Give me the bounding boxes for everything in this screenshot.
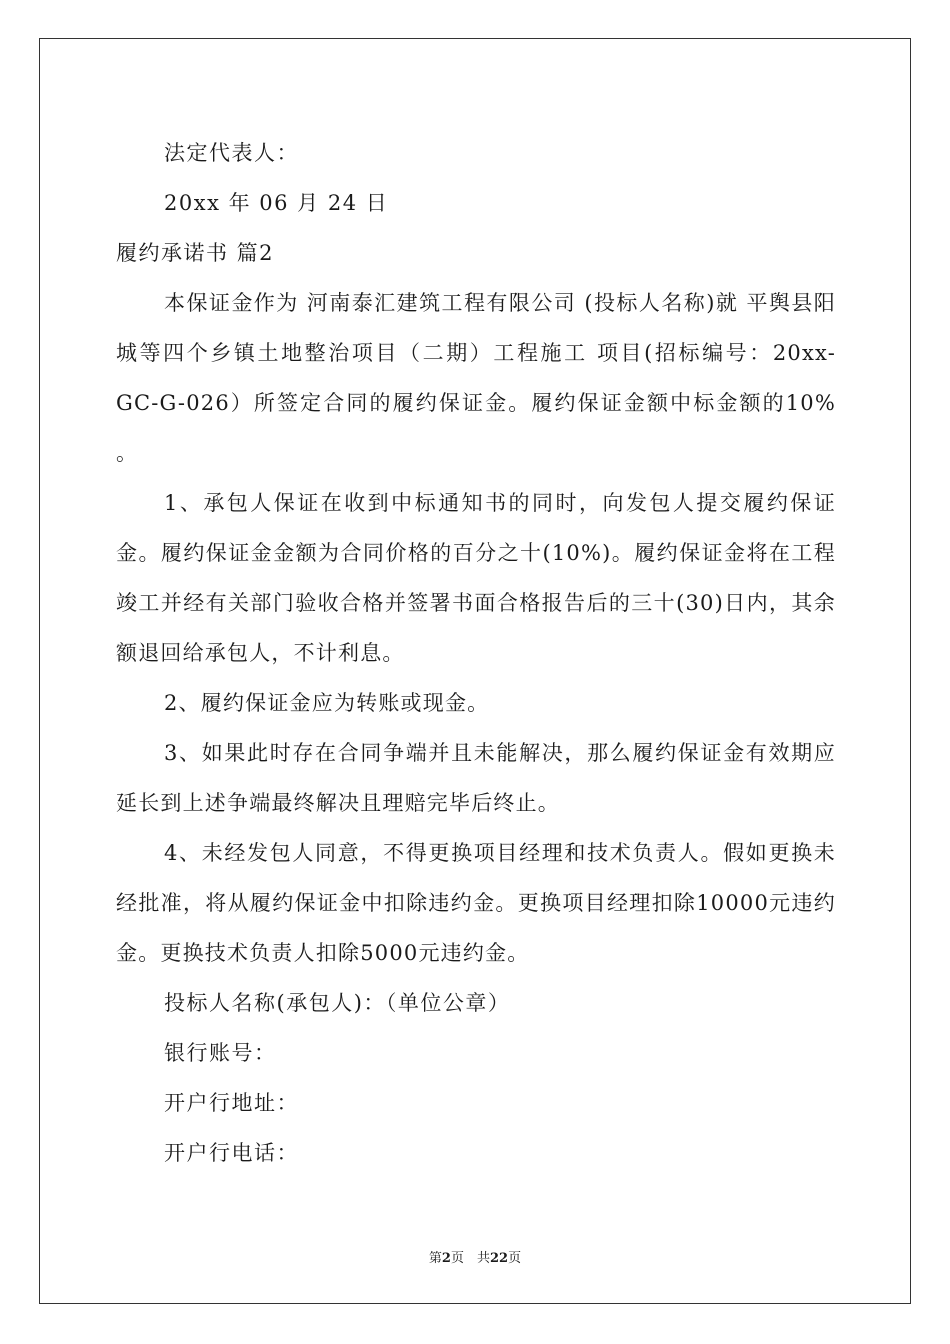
paragraph-intro: 本保证金作为 河南泰汇建筑工程有限公司 (投标人名称)就 平舆县阳城等四个乡镇土地整治项目（二期）工程施工 项目(招标编号：20xx-GC-G-026）所签定合同的履约保证金。履约保证金额中标金额的10% 。 (116, 291, 836, 465)
date-line: 20xx 年 06 月 24 日 (164, 191, 389, 215)
section-title: 履约承诺书 篇2 (116, 241, 275, 265)
page-footer (0, 1247, 950, 1266)
document-body (116, 128, 836, 1178)
bank-account-field: 银行账号： (164, 1041, 277, 1065)
bank-address-field: 开户行地址： (164, 1091, 299, 1115)
paragraph-clause-3: 3、如果此时存在合同争端并且未能解决，那么履约保证金有效期应延长到上述争端最终解决且理赔完毕后终止。 (116, 741, 836, 815)
footer-mid: 页 共 (450, 1251, 490, 1266)
legal-representative-line: 法定代表人： (164, 141, 299, 165)
paragraph-clause-4: 4、未经发包人同意，不得更换项目经理和技术负责人。假如更换未经批准，将从履约保证金中扣除违约金。更换项目经理扣除10000元违约金。更换技术负责人扣除5000元违约金。 (116, 841, 836, 965)
bidder-name-field: 投标人名称(承包人)：（单位公章） (164, 991, 511, 1015)
footer-suffix: 页 (508, 1251, 522, 1266)
current-page-number: 2 (441, 1251, 451, 1266)
bank-phone-field: 开户行电话： (164, 1141, 299, 1165)
total-page-count: 22 (489, 1251, 509, 1266)
footer-prefix: 第 (428, 1251, 442, 1266)
paragraph-clause-1: 1、承包人保证在收到中标通知书的同时，向发包人提交履约保证金。履约保证金金额为合同价格的百分之十(10%)。履约保证金将在工程竣工并经有关部门验收合格并签署书面合格报告后的三十(30)日内，其余额退回给承包人，不计利息。 (116, 491, 836, 665)
paragraph-clause-2: 2、履约保证金应为转账或现金。 (164, 691, 490, 715)
